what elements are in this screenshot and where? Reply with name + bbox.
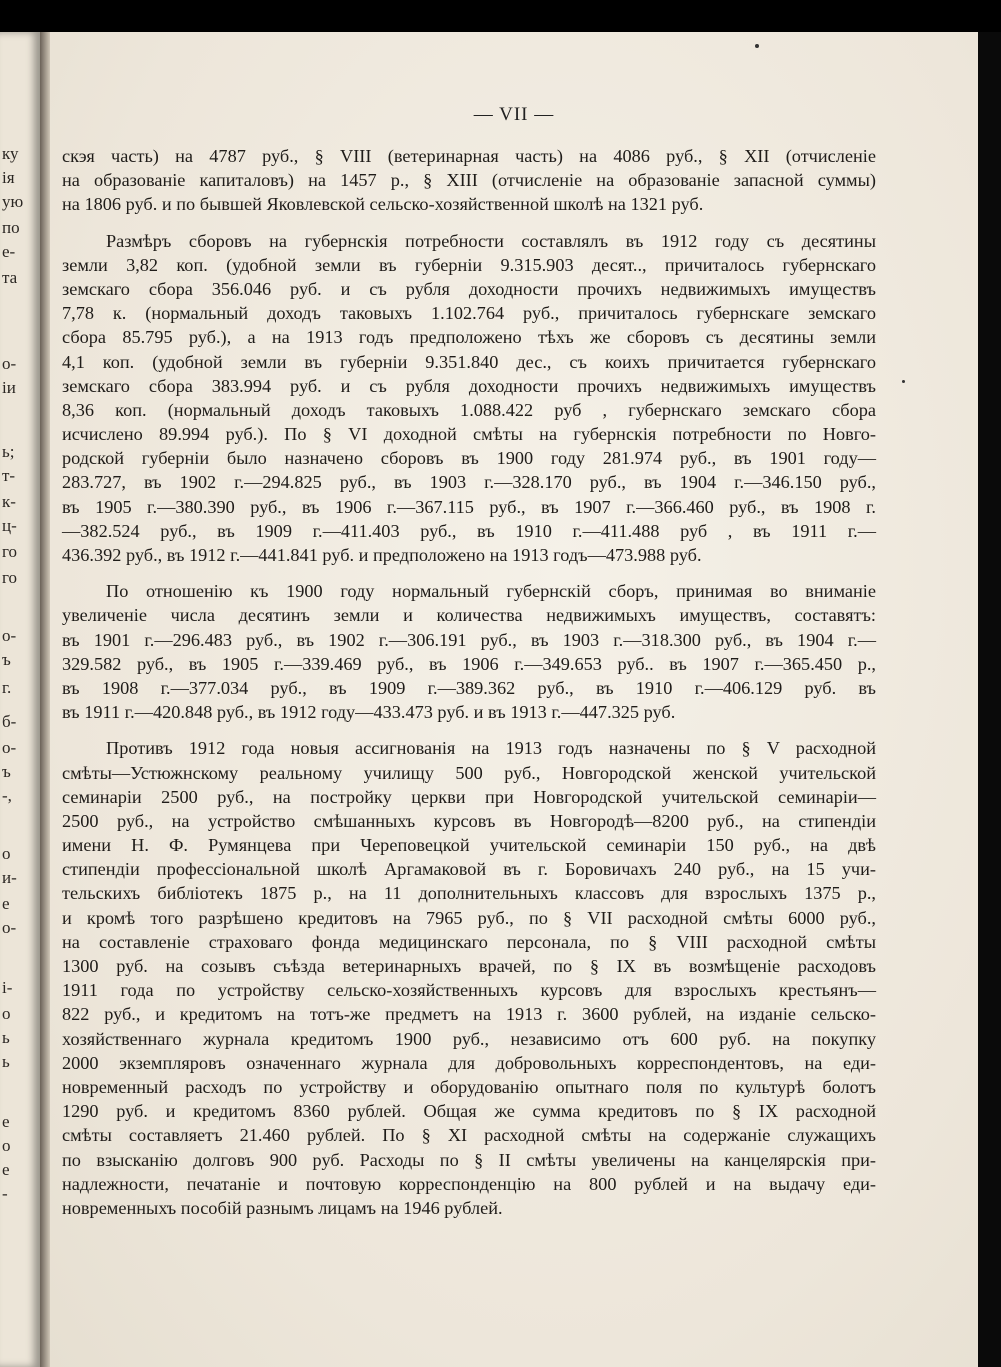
text-line: 2500 руб., на устройство смѣшанныхъ курсовъ въ Новгородѣ—8200 руб., на стипендіи (62, 810, 876, 831)
facing-page-fragment: о- (2, 918, 17, 937)
facing-page-fragment: ь; (2, 442, 15, 461)
text-line: Размѣръ сборовъ на губернскія потребности составлялъ въ 1912 году съ десятины (106, 230, 876, 251)
text-line: скэя часть) на 4787 руб., § VIII (ветеринарная часть) на 4086 руб., § XII (отчисленіе (62, 146, 876, 166)
facing-page-fragment: по (2, 218, 20, 237)
facing-page-fragment: е (2, 1160, 10, 1179)
document-page (50, 32, 978, 1367)
facing-page-fragment: о- (2, 354, 17, 373)
facing-page-fragment: ь (2, 1028, 10, 1047)
facing-page-fragment: ь (2, 1052, 10, 1071)
facing-page-fragment: іи (2, 378, 16, 397)
speck-mark (902, 380, 905, 383)
facing-page-fragment: и- (2, 868, 17, 887)
facing-page-fragment: ія (2, 168, 15, 187)
facing-page-fragment: о (2, 844, 11, 863)
text-line: сбора 85.795 руб.), а на 1913 годъ предположено тѣхъ же сборовъ съ десятины земли (62, 327, 876, 348)
text-line: семинаріи 2500 руб., на постройку церкви при Новгородской учительской семинаріи— (62, 786, 876, 807)
facing-page-fragment: е (2, 894, 10, 913)
facing-page-edge (0, 32, 40, 1367)
text-line: въ 1911 г.—420.848 руб., въ 1912 году—433.473 руб. и въ 1913 г.—447.325 руб. (62, 702, 676, 723)
text-line: и кромѣ того разрѣшено кредитовъ на 7965 руб., по § VII расходной смѣты 6000 руб., (62, 907, 876, 928)
text-line: 7,78 к. (нормальный доходъ таковыхъ 1.102.764 руб., причиталось губернскаге земскаго (62, 303, 876, 324)
speck-mark (755, 44, 759, 48)
text-line: хозяйственнаго журнала кредитомъ 1900 руб., независимо отъ 600 руб. на покупку (62, 1028, 876, 1049)
facing-page-fragment: ъ (2, 650, 11, 669)
body-text (62, 144, 876, 1232)
text-line: 2000 экземпляровъ означеннаго журнала для добровольныхъ корреспондентовъ, на еди- (62, 1052, 876, 1073)
text-line: Противъ 1912 года новыя ассигнованія на 1913 годъ назначены по § V расходной (106, 738, 876, 759)
text-line: увеличеніе числа десятинъ земли и количества недвижимыхъ имуществъ, составятъ: (62, 605, 876, 626)
facing-page-fragment: т- (2, 466, 16, 485)
text-line: смѣты составляетъ 21.460 рублей. По § XI расходной смѣты на содержаніе служащихъ (62, 1125, 876, 1146)
text-line: имени Н. Ф. Румянцева при Череповецкой учительской семинаріи 150 руб., на двѣ (62, 835, 876, 856)
text-line: исчислено 89.994 руб.). По § VI доходной смѣты на губернскія потребности по Новго- (62, 424, 876, 445)
text-line: земскаго сбора 383.994 руб. и съ рубля доходности прочихъ недвижимыхъ имуществъ (62, 375, 876, 396)
text-line: въ 1905 г.—380.390 руб., въ 1906 г.—367.115 руб., въ 1907 г.—366.460 руб., въ 1908 г. (62, 496, 876, 517)
text-line: 283.727, въ 1902 г.—294.825 руб., въ 1903 г.—328.170 руб., въ 1904 г.—346.150 руб., (62, 472, 876, 493)
text-line: 329.582 руб., въ 1905 г.—339.469 руб., въ 1906 г.—349.653 руб.. въ 1907 г.—365.450 р., (62, 653, 876, 674)
text-line: 8,36 коп. (нормальный доходъ таковыхъ 1.088.422 руб , губернскаго земскаго сбора (62, 399, 876, 420)
paragraph-4 (62, 736, 876, 1220)
facing-page-fragment: ую (2, 192, 24, 211)
facing-page-fragment: ц- (2, 516, 17, 535)
facing-page-fragment: - (2, 1184, 8, 1203)
facing-page-fragment: о- (2, 738, 17, 757)
text-line: 822 руб., и кредитомъ на тотъ-же предметъ на 1913 г. 3600 рублей, на изданіе сельско- (62, 1004, 876, 1025)
text-line: новременныхъ пособій разнымъ лицамъ на 1946 рублей. (62, 1197, 503, 1218)
text-line: по взысканію долговъ 900 руб. Расходы по § II смѣты увеличены на канцелярскія при- (62, 1149, 876, 1170)
facing-page-fragment: і- (2, 978, 13, 997)
paragraph-2 (62, 229, 876, 568)
facing-page-fragment: о (2, 1004, 11, 1023)
facing-page-fragment: г. (2, 678, 12, 697)
text-line: земли 3,82 коп. (удобной земли въ губерніи 9.315.903 десят.., причиталось губернскаго (62, 254, 876, 275)
text-line: смѣты—Устюжнскому реальному училищу 500 руб., Новгородской женской учительской (62, 762, 876, 783)
text-line: 1290 руб. и кредитомъ 8360 рублей. Общая же сумма кредитовъ по § IX расходной (62, 1101, 876, 1122)
facing-page-fragment: е- (2, 242, 16, 261)
facing-page-fragment: -, (2, 786, 12, 805)
text-line: земскаго сбора 356.046 руб. и съ рубля доходности прочихъ недвижимыхъ имуществъ (62, 278, 876, 299)
text-line: на составленіе страховаго фонда медицинскаго персонала, по § VIII расходной смѣты (62, 931, 876, 952)
text-line: на образованіе капиталовъ) на 1457 р., § XIII (отчисленіе на образованіе запасной суммы) (62, 170, 876, 191)
text-line: стипендіи профессіональной школѣ Аргамаковой въ г. Боровичахъ 240 руб., на 15 учи- (62, 859, 876, 880)
text-line: на 1806 руб. и по бывшей Яковлевской сельско-хозяйственной школѣ на 1321 руб. (62, 194, 704, 215)
text-line: По отношенію къ 1900 году нормальный губернскій сборъ, принимая во вниманіе (106, 581, 876, 602)
text-line: тельскихъ библіотекъ 1875 р., на 11 дополнительныхъ классовъ для взрослыхъ 1375 р., (62, 883, 876, 904)
facing-page-fragment: ку (2, 144, 19, 163)
paragraph-3 (62, 579, 876, 724)
facing-page-fragment: о- (2, 626, 17, 645)
page-number-header: — VII — (473, 104, 555, 125)
text-line: 1300 руб. на созывъ съѣзда ветеринарныхъ врачей, по § IX въ возмѣщеніе расходовъ (62, 956, 876, 976)
text-line: 1911 года по устройству сельско-хозяйственныхъ курсовъ для взрослыхъ крестьянъ— (62, 980, 876, 1001)
text-line: новременный расходъ по устройству и оборудованію опытнаго поля по культурѣ болотъ (62, 1076, 876, 1097)
text-line: надлежности, печатаніе и почтовую корреспонденцію на 800 рублей и на выдачу еди- (62, 1173, 876, 1194)
text-line: въ 1908 г.—377.034 руб., въ 1909 г.—389.362 руб., въ 1910 г.—406.129 руб. въ (62, 677, 876, 698)
text-line: —382.524 руб., въ 1909 г.—411.403 руб., въ 1910 г.—411.488 руб , въ 1911 г.— (62, 520, 876, 541)
text-line: 4,1 коп. (удобной земли въ губерніи 9.351.840 дес., съ коихъ причитается губернскаго (62, 351, 876, 372)
facing-page-fragment: го (2, 542, 18, 561)
background-edge (978, 32, 1001, 1367)
facing-page-fragment: к- (2, 492, 16, 511)
facing-page-fragment: та (2, 268, 18, 287)
facing-page-fragment: б- (2, 712, 17, 731)
facing-page-fragment: о (2, 1136, 11, 1155)
book-gutter (40, 32, 50, 1367)
text-line: родской губерніи было назначено сборовъ въ 1900 году 281.974 руб., въ 1901 году— (62, 448, 876, 469)
paragraph-1 (62, 144, 876, 217)
facing-page-fragment: ъ (2, 762, 11, 781)
text-line: въ 1901 г.—296.483 руб., въ 1902 г.—306.191 руб., въ 1903 г.—318.300 руб., въ 1904 г.— (62, 629, 876, 650)
text-line: 436.392 руб., въ 1912 г.—441.841 руб. и предположено на 1913 годъ—473.988 руб. (62, 545, 702, 565)
facing-page-fragment: е (2, 1112, 10, 1131)
facing-page-fragment: го (2, 568, 18, 587)
